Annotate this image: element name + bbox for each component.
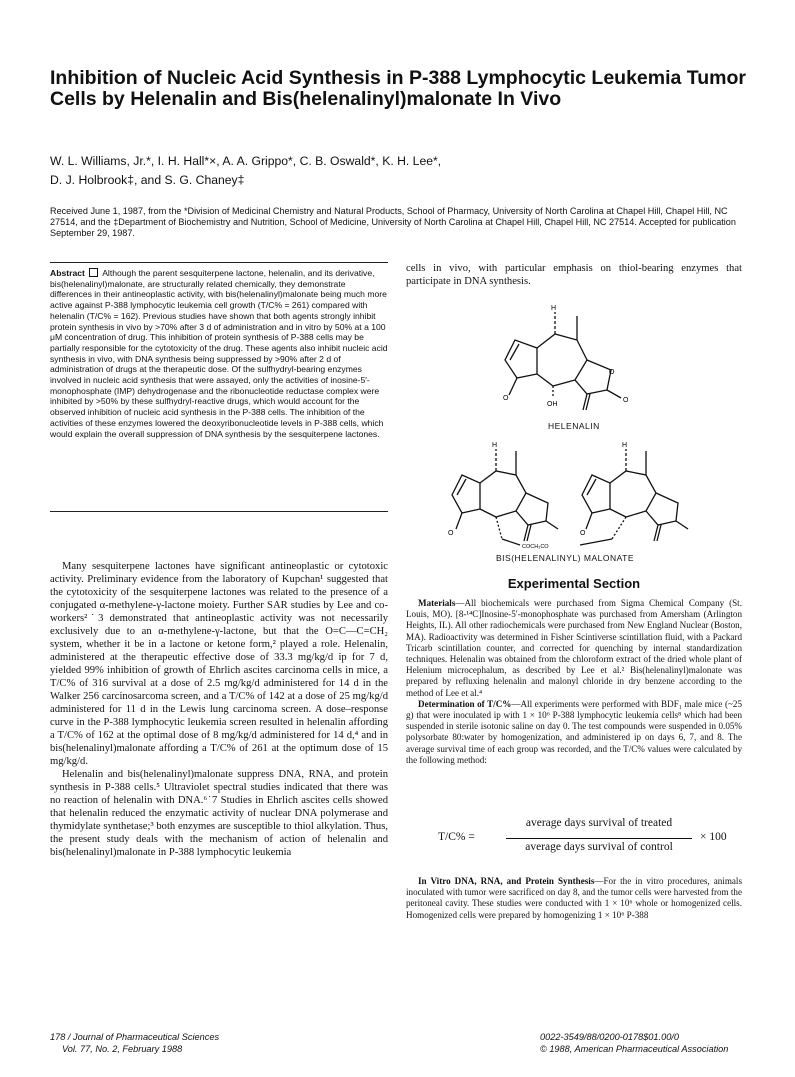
introduction (50, 560, 388, 859)
bis-h-label-1: H (492, 442, 498, 449)
materials-heading: Materials (418, 598, 456, 608)
author-line-2: D. J. Holbrook‡, and S. G. Chaney‡ (50, 173, 245, 187)
author-list (50, 152, 750, 190)
footer-journal (50, 1031, 219, 1055)
abstract-box (50, 262, 388, 512)
helenalin-structure (495, 300, 665, 415)
experimental-section-heading: Experimental Section (507, 576, 641, 591)
tc-heading: Determination of T/C% (418, 698, 512, 709)
intro-continued-text: cells in vivo, with particular emphasis on thiol-bearing enzymes that participate in DNA synthesis. (406, 263, 742, 287)
formula-fraction-bar (506, 838, 692, 839)
formula-numerator: average days survival of treated (525, 817, 673, 829)
abstract-heading: Abstract (50, 268, 85, 278)
footer-copyright-line: © 1988, American Pharmaceutical Association (540, 1044, 729, 1054)
invitro-body: —For the in vitro procedures, animals inoculated with tumor were sacrificed on day 8, and the tumor cells were harvested from the peritoneal cavity. These studies were conducted with 1 × 10⁶ whole or homogenized cells. Homogenized cells were prepared by homogenizing 1 × 10⁶ P-388 (406, 876, 742, 920)
helenalin-ketone-o: O (503, 395, 509, 402)
bis-helenalinyl-malonate-label: BIS(HELENALINYL) MALONATE (496, 553, 634, 563)
author-line-1: W. L. Williams, Jr.*, I. H. Hall*×, A. A. Grippo*, C. B. Oswald*, K. H. Lee*, (50, 154, 442, 168)
helenalin-h-label: H (551, 305, 557, 312)
tc-paragraph (406, 699, 742, 766)
materials-paragraph (406, 598, 742, 699)
formula-lhs: T/C% = (438, 831, 475, 843)
formula-rhs: × 100 (700, 831, 727, 843)
tc-formula (420, 817, 740, 861)
abstract-box-icon (89, 268, 98, 277)
bis-helenalinyl-malonate-structure (440, 437, 710, 552)
methods-text (406, 598, 742, 766)
bis-ketone-o-1: O (448, 530, 454, 537)
materials-body: —All biochemicals were purchased from Sigma Chemical Company (St. Louis, MO). [8-¹⁴C]Inosine-5′-monophosphate was purchased from Amersham (Arlington Heights, IL). All other radiochemicals were purchased from New England Nuclear (Boston, MA). Radioactivity was determined in Fisher Scintiverse scintillation fluid, with a Packard Tricarb scintillation counter, and corrected for quenching by internal standardization techniques. Helenalin was obtained from the chloroform extract of the dried whole plant of Helenium microcephalum, as described by Lee et al.² Bis(helenalinyl)malonate was prepared by refluxing helenalin and malonyl chloride in dry benzene according to the method of Lee et al.⁴ (406, 598, 742, 698)
abstract-body: Although the parent sesquiterpene lactone, helenalin, and its derivative, bis(helenalinyl)malonate, are structurally related chemically, they demonstrate differences in their antineoplastic activity, with bis(helenalinyl)malonate being much more active against P-388 lymphocytic leukemia cell growth (T/C% = 261) compared with helenalin (T/C% = 162). Previous studies have shown that both agents strongly inhibit protein synthesis in vivo by >70% after 3 d of administration and in vitro by 50% at a 100 μM concentration of drug. This inhibition of protein synthesis of P-388 cells may be partially responsible for the cytotoxicity of the drug. These agents also inhibit nucleic acid synthesis in vivo, with DNA synthesis being suppressed by >90% after 2 d of administration of drugs at the therapeutic dose. Of the sulfhydryl-bearing enzymes involved in nucleic acid synthesis that were assayed, only the activities of inosine-5′-monophosphate (IMP) dehydrogenase and the ribonucleotide reductase complex were inhibited by >50% by these sulfhydryl-reactive drugs, which would account for the observed inhibition of nucleic acid synthesis in the P-388 cells. The inhibition of the activities of these enzymes lowered the deoxyribonucleotide levels in P-388 cells, which would explain the overall suppression of DNA synthesis by the sesquiterpene lactones. (50, 268, 388, 439)
article-title: Inhibition of Nucleic Acid Synthesis in P-388 Lymphocytic Leukemia Tumor Cells by Helenalin and Bis(helenalinyl)malonate In Vivo (50, 67, 746, 110)
helenalin-ring-o: O (609, 369, 615, 376)
footer-copyright (540, 1031, 728, 1055)
footer-doi-line: 0022-3549/88/0200-0178$01.00/0 (540, 1032, 679, 1042)
formula-denominator: average days survival of control (525, 841, 673, 853)
received-note: Received June 1, 1987, from the *Division of Medicinal Chemistry and Natural Products, School of Pharmacy, University of North Carolina at Chapel Hill, Chapel Hill, NC 27514, and the ‡Department of Biochemistry and Nutrition, School of Medicine, University of North Carolina at Chapel Hill, Chapel Hill, NC 27514. Accepted for publication September 29, 1987. (50, 206, 736, 238)
invitro-text (406, 876, 742, 921)
tc-body: —All experiments were performed with BDF₁ male mice (~25 g) that were inoculated ip with 1 × 10⁶ P-388 lymphocytic leukemia cells⁸ which had been suspended in sterile isotonic saline on day 0. The test compounds were suspended in 0.05% polysorbate 80:water by homogenization, and administered ip on days 6, 7, and 8. The average survival time of each group was recorded, and the T/C% values were calculated by the following method: (406, 698, 742, 765)
bis-linker-label: COCH₂CO (522, 544, 549, 550)
invitro-paragraph (406, 876, 742, 921)
intro-continued (406, 262, 742, 288)
bis-ketone-o-2: O (580, 530, 586, 537)
intro-paragraph-1: Many sesquiterpene lactones have significant antineoplastic or cytotoxic activity. Preliminary evidence from the laboratory of Kupchan¹ suggested that the cytotoxicity of the sesquiterpene lactones was related to the presence of a conjugated α-methylene-γ-lactone moiety. Further SAR studies by Lee and co-workers²˙3 demonstrated that antineoplastic activity was not necessarily exclusively due to an α-methylene-γ-lactone, but that the O=C—C=CH₂ system, whether it be in a lactone or ketone form,² played a role. Helenalin, administered at the therapeutic effective dose of 33.3 mg/kg/d ip for 7 d, yielded 99% inhibition of growth of Ehrlich ascites carcinoma cells in mice, a T/C% of 316 survival at a dose of 2.5 mg/kg/d administered for 14 d in the Walker 256 carcinosarcoma screen, and a T/C% of 142 at a dose of 25 mg/kg/d administered for 11 d in the Lewis lung carcinoma screen. A dose–response curve in the P-388 lymphocytic leukemia screen resulted in helenalin affording a T/C% of 162 at the optimal dose of 8 mg/kg/d administered for 14 d,⁴ and in bis(helenalinyl)malonate affording a T/C% of 261 at the optimum dose of 15 mg/kg/d. (50, 561, 388, 767)
footer-journal-line: 178 / Journal of Pharmaceutical Sciences (50, 1032, 220, 1042)
bis-h-label-2: H (622, 442, 628, 449)
footer-volume-line: Vol. 77, No. 2, February 1988 (62, 1044, 183, 1054)
invitro-heading: In Vitro DNA, RNA, and Protein Synthesis (418, 876, 595, 886)
helenalin-oh-label: OH (547, 401, 558, 408)
helenalin-carbonyl-o: O (623, 397, 629, 404)
intro-paragraph-2: Helenalin and bis(helenalinyl)malonate suppress DNA, RNA, and protein synthesis in P-388 cells.⁵ Ultraviolet spectral studies indicated that there was no reaction of helenalin with DNA.⁶˙7 Studies in Ehrlich ascites cells showed that helenalin reduced the enzymatic activity of nuclear DNA polymerase and thymidylate synthetase;³ both enzymes are susceptible to thiol alkylation. Thus, the present study deals with the mechanism of action of helenalin and bis(helenalinyl)malonate in P-388 lymphocytic leukemia (50, 769, 388, 858)
helenalin-label: HELENALIN (548, 421, 600, 431)
